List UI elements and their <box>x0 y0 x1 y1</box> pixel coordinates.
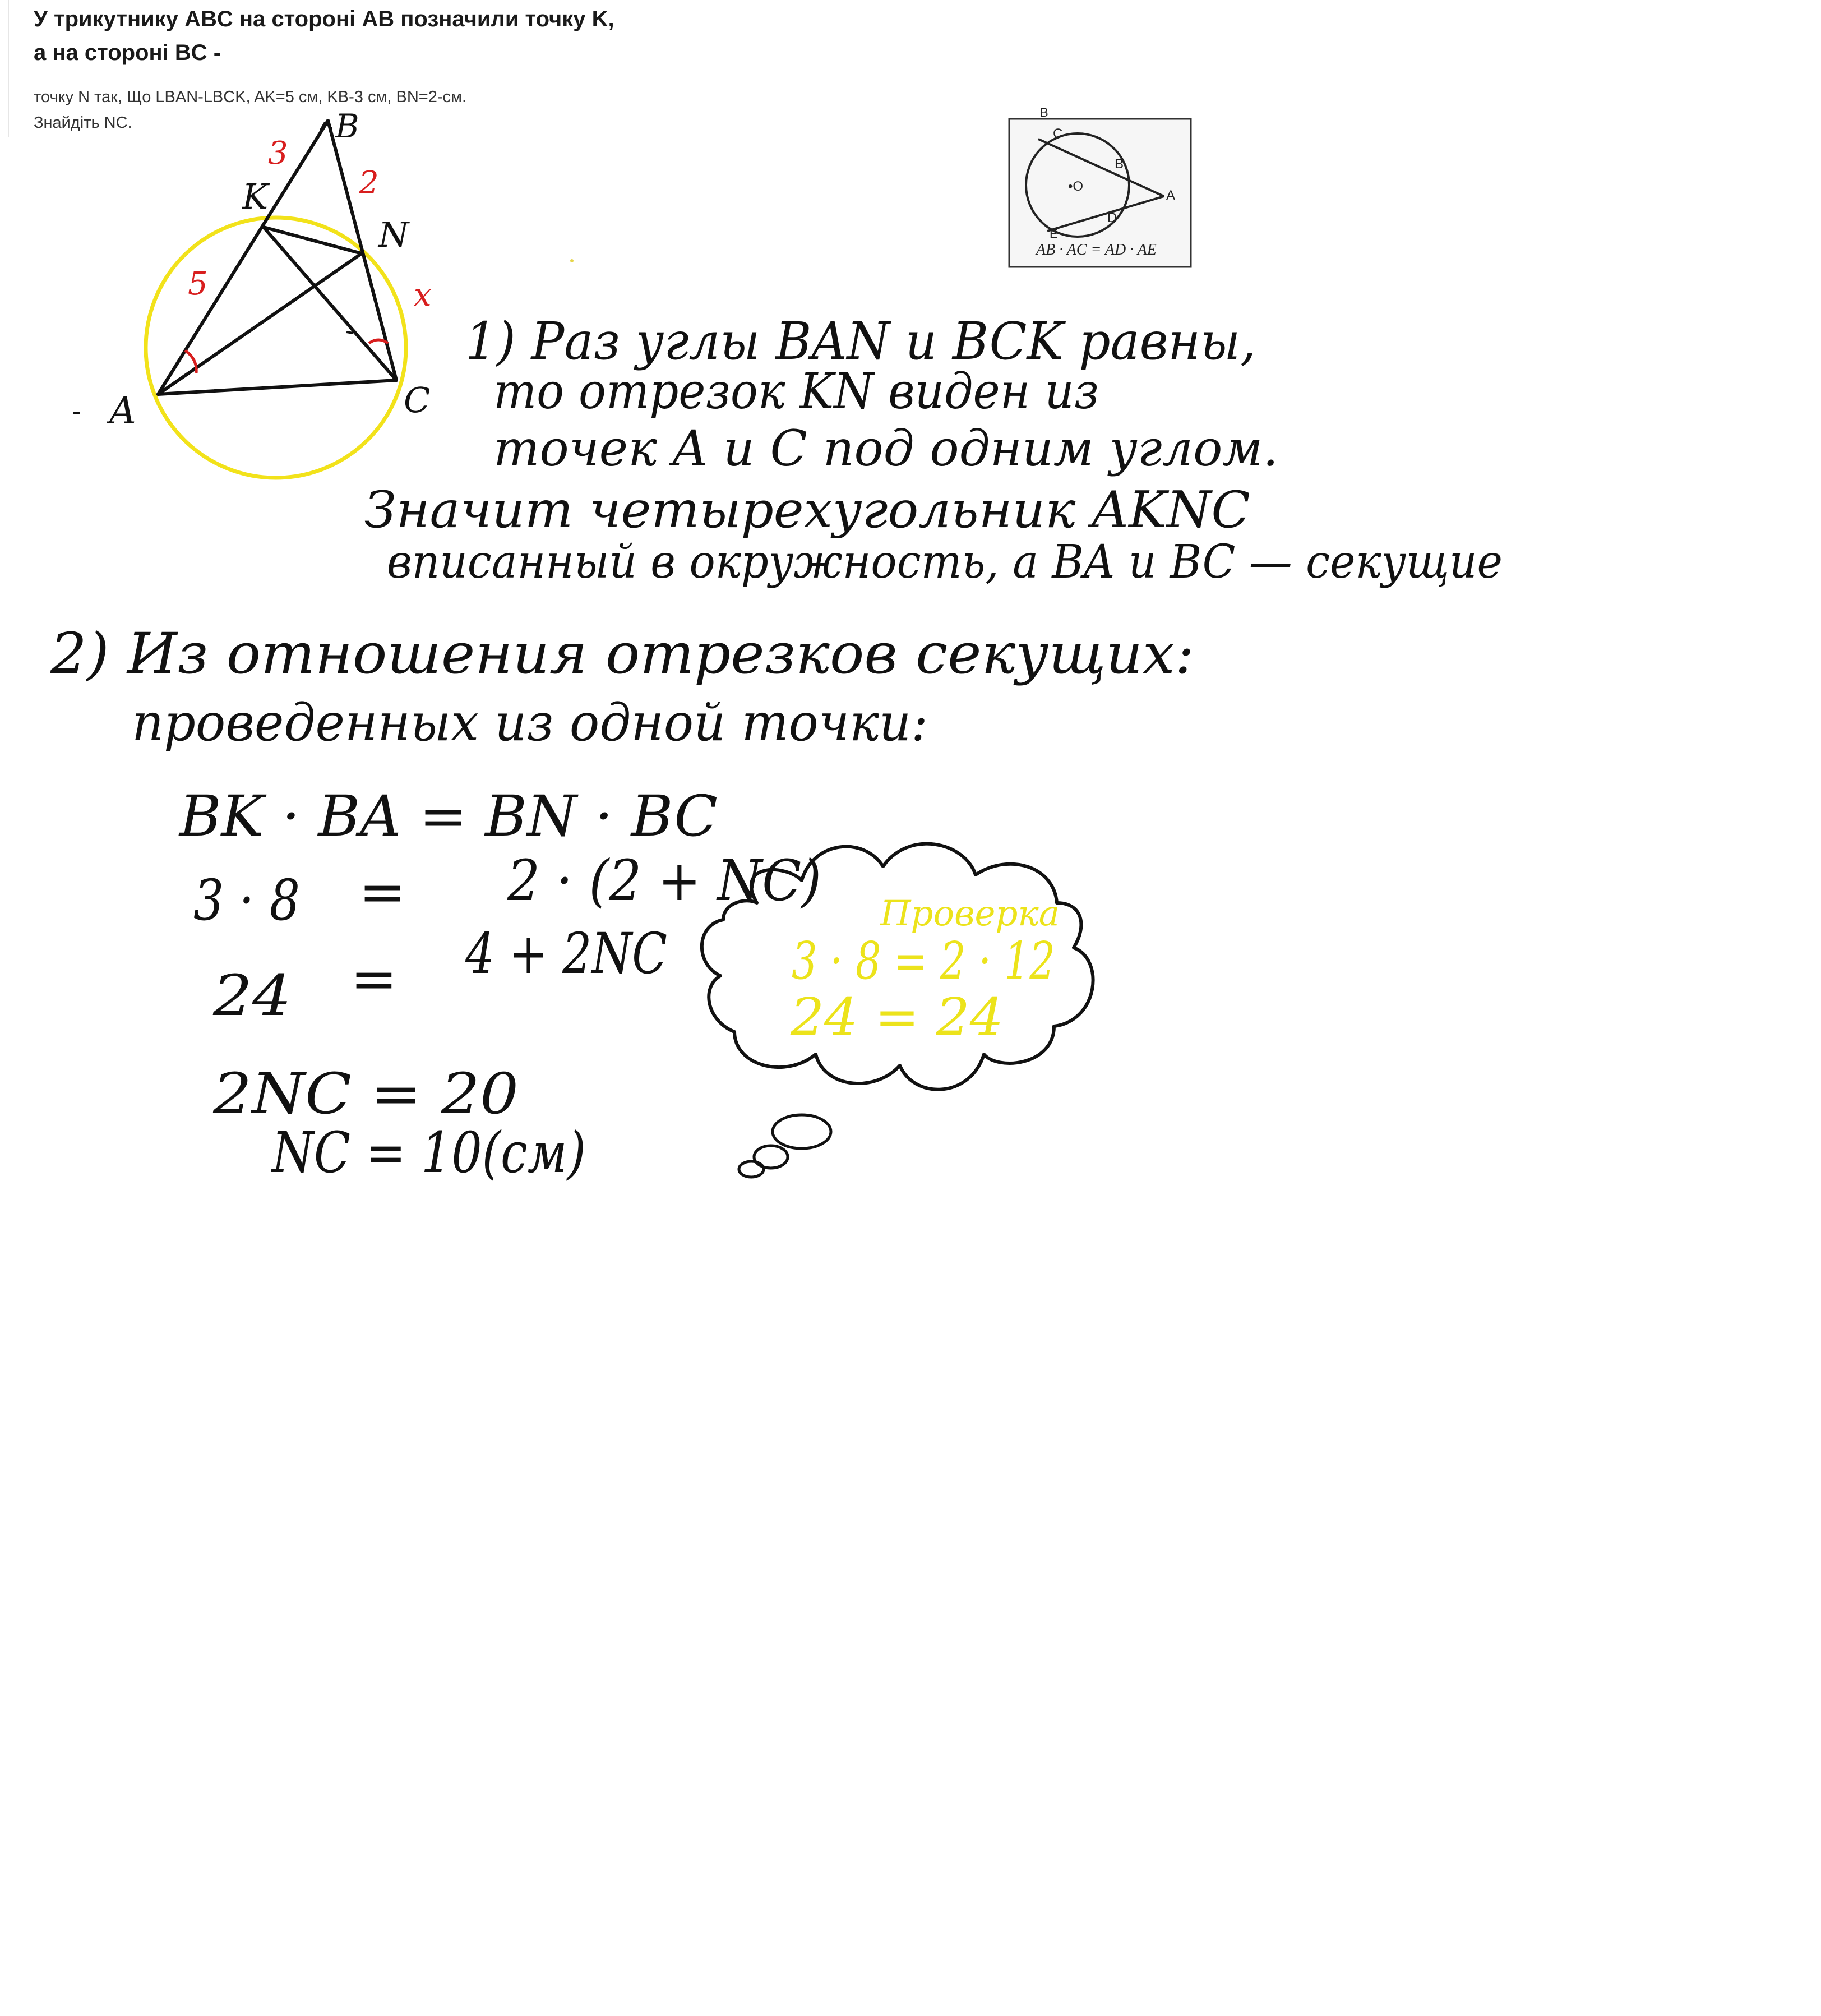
step1-line-4: Значит четырехугольник AKNC <box>364 481 1250 539</box>
reference-label-d: D <box>1107 210 1117 225</box>
tick-mark <box>346 332 353 333</box>
equation-4: 2NC = 20 <box>212 1061 519 1127</box>
segment-bn-label: 2 <box>359 165 379 201</box>
step1-line-3: точек A и C под одним углом. <box>493 419 1278 477</box>
reference-label-a: A <box>1166 188 1176 203</box>
thought-bubble-3 <box>739 1161 764 1177</box>
secant-reference-image <box>1009 105 1191 267</box>
vertex-b-label: B <box>335 107 359 145</box>
verification-line-2: 24 = 24 <box>789 987 1004 1047</box>
verification-text <box>790 893 1060 1047</box>
problem-title-line-1: У трикутнику ABC на стороні AB позначили точку K, <box>34 7 614 31</box>
vertex-k-label: K <box>242 176 269 217</box>
reference-top-label: B <box>1040 105 1048 119</box>
reference-label-o: •O <box>1068 179 1084 194</box>
side-ac <box>158 380 396 394</box>
equation-2-left: 3 · 8 <box>193 868 300 933</box>
step1-line-2: то отрезок KN виден из <box>493 362 1099 420</box>
equation-3-equals: = <box>350 946 398 1012</box>
reference-label-c: C <box>1053 126 1063 141</box>
step1-line-1: 1) Раз углы BAN и BCK равны, <box>465 311 1256 371</box>
vertex-n-label: N <box>378 214 409 255</box>
segment-kb-label: 3 <box>268 135 288 172</box>
problem-text-line-1: точку N так, Що LBAN-LBCK, AK=5 см, KB-3 см, BN=2-см. <box>34 88 467 106</box>
stray-dot <box>570 259 574 262</box>
equation-1: BK · BA = BN · BC <box>178 783 718 849</box>
equations <box>178 783 821 1185</box>
solution-step-1 <box>364 311 1503 589</box>
equation-5: NC = 10(см) <box>271 1120 586 1185</box>
reference-label-e: E <box>1050 227 1058 241</box>
reference-formula: AB · AC = AD · AE <box>1036 241 1157 259</box>
equation-3-left: 24 <box>212 963 292 1028</box>
vertex-c-label: C <box>404 380 431 421</box>
thought-bubble-1 <box>773 1115 831 1148</box>
problem-text-line-2: Знайдіть NC. <box>34 114 132 132</box>
vertex-a-label: A <box>109 389 136 432</box>
solution-step-2 <box>50 621 1194 753</box>
segment-ak-label: 5 <box>188 266 208 302</box>
step2-line-1: 2) Из отношения отрезков секущих: <box>49 621 1195 686</box>
reference-label-b: B <box>1115 156 1124 172</box>
verification-line-1: 3 · 8 = 2 · 12 <box>792 931 1055 991</box>
segment-nc-label: x <box>414 277 432 313</box>
equation-2-right: 2 · (2 + NC) <box>507 848 821 914</box>
angle-c-arc <box>369 340 388 343</box>
equation-2-equals: = <box>359 859 406 925</box>
equation-3-right: 4 + 2NC <box>465 921 667 986</box>
step2-line-2: проведенных из одной точки: <box>132 693 928 753</box>
verification-title: Проверка <box>879 893 1060 934</box>
step1-line-5: вписанный в окружность, а BA и BC — секущие <box>387 536 1503 589</box>
dash-mark: - <box>72 395 81 427</box>
problem-title-line-2: а на стороні BC - <box>34 40 221 65</box>
